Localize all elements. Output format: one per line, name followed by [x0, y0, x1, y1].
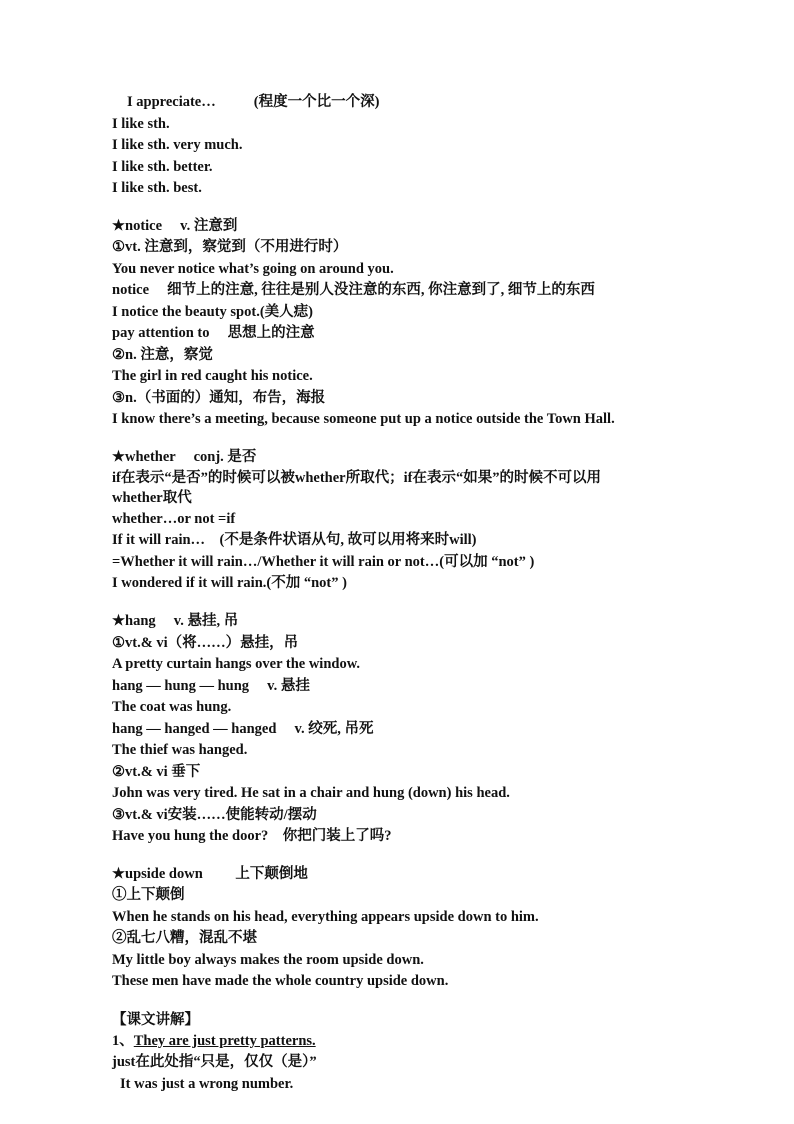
hang-example-3: The thief was hanged. — [112, 742, 248, 758]
lesson-sentence: They are just pretty patterns. — [133, 1033, 316, 1049]
whether-rule-2: whether取代 — [112, 490, 192, 506]
appreciate-line-3: I like sth. better. — [112, 159, 213, 175]
appreciate-heading: I appreciate… (程度一个比一个深) — [127, 94, 380, 110]
whether-example-3: I wondered if it will rain.(不加 “not” ) — [112, 575, 347, 591]
hang-sense-1: ①vt.& vi（将……）悬挂，吊 — [112, 635, 299, 651]
upside-down-example-3: These men have made the whole country upside down. — [112, 973, 449, 989]
notice-example-1: You never notice what’s going on around you. — [112, 261, 394, 277]
notice-sense-3: ③n.（书面的）通知，布告，海报 — [112, 390, 326, 406]
whether-example-1: If it will rain… (不是条件状语从句, 故可以用将来时will) — [112, 532, 477, 548]
upside-down-example-2: My little boy always makes the room upside down. — [112, 952, 424, 968]
notice-explanation: notice 细节上的注意, 往往是别人没注意的东西, 你注意到了, 细节上的东西 — [112, 282, 595, 298]
notice-sense-1: ①vt. 注意到，察觉到（不用进行时） — [112, 239, 348, 255]
hang-example-1: A pretty curtain hangs over the window. — [112, 656, 360, 672]
hang-example-2: The coat was hung. — [112, 699, 232, 715]
hang-sense-2: ②vt.& vi 垂下 — [112, 764, 201, 780]
lesson-item-number: 1、 — [112, 1033, 134, 1049]
hang-example-5: Have you hung the door? 你把门装上了吗? — [112, 828, 392, 844]
appreciate-line-1: I like sth. — [112, 116, 170, 132]
notice-compare: pay attention to 思想上的注意 — [112, 325, 315, 341]
lesson-example: It was just a wrong number. — [120, 1076, 294, 1092]
hang-sense-3: ③vt.& vi安装……使能转动/摆动 — [112, 807, 317, 823]
whether-example-2: =Whether it will rain…/Whether it will rain or not…(可以加 “not” ) — [112, 554, 535, 570]
hang-forms-1: hang — hung — hung v. 悬挂 — [112, 678, 310, 694]
hang-example-4: John was very tired. He sat in a chair and hung (down) his head. — [112, 785, 510, 801]
lesson-explanation: just在此处指“只是，仅仅（是）” — [112, 1054, 317, 1070]
lesson-item-1 — [112, 1032, 316, 1050]
upside-down-sense-1: ①上下颠倒 — [112, 887, 185, 903]
lesson-heading: 【课文讲解】 — [112, 1012, 199, 1028]
hang-forms-2: hang — hanged — hanged v. 绞死, 吊死 — [112, 721, 374, 737]
whether-formula: whether…or not =if — [112, 511, 236, 527]
appreciate-degree-note: (程度一个比一个深) — [253, 94, 380, 110]
upside-down-sense-2: ②乱七八糟，混乱不堪 — [112, 930, 257, 946]
notice-example-4: I know there’s a meeting, because someone put up a notice outside the Town Hall. — [112, 411, 615, 427]
notice-example-2: I notice the beauty spot.(美人痣) — [112, 304, 313, 320]
appreciate-line-2: I like sth. very much. — [112, 137, 243, 153]
appreciate-line-4: I like sth. best. — [112, 180, 202, 196]
upside-down-heading: ★upside down 上下颠倒地 — [112, 866, 308, 882]
notice-example-3: The girl in red caught his notice. — [112, 368, 313, 384]
whether-rule-1: if在表示“是否”的时候可以被whether所取代；if在表示“如果”的时候不可以用 — [112, 470, 601, 486]
notice-heading: ★notice v. 注意到 — [112, 218, 238, 234]
upside-down-example-1: When he stands on his head, everything appears upside down to him. — [112, 909, 539, 925]
notice-sense-2: ②n. 注意，察觉 — [112, 347, 213, 363]
hang-heading: ★hang v. 悬挂, 吊 — [112, 613, 239, 629]
whether-heading: ★whether conj. 是否 — [112, 449, 257, 465]
